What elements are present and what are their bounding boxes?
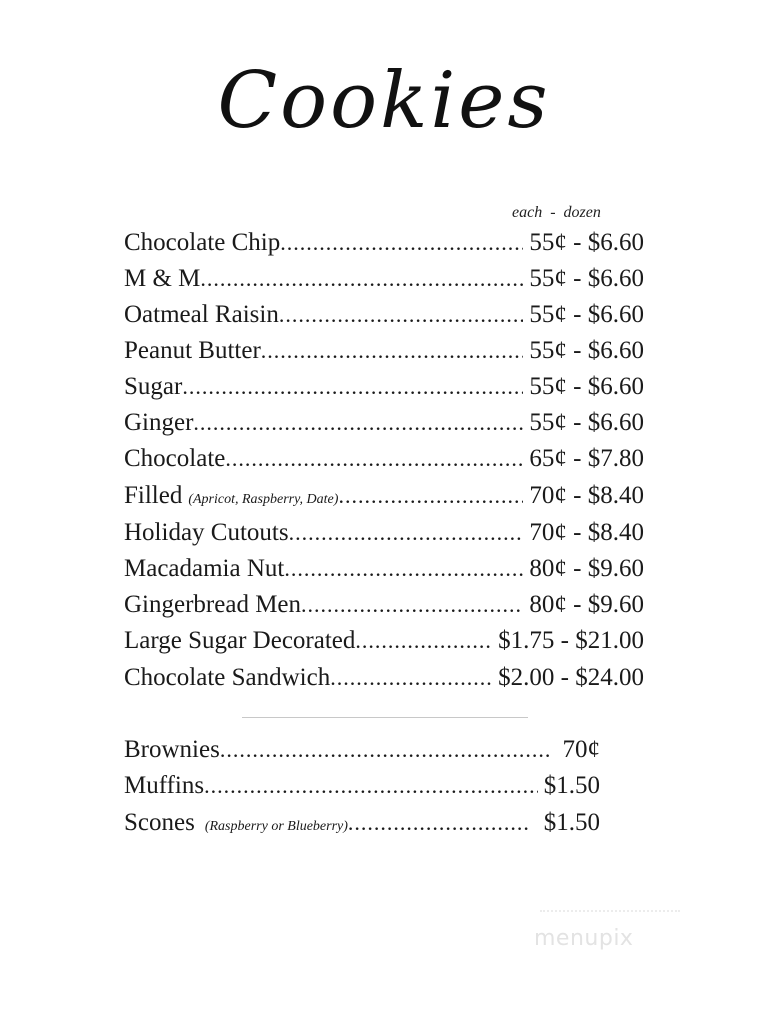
menu-item (124, 623, 644, 659)
section-divider (242, 717, 528, 718)
item-name: Brownies (124, 736, 220, 763)
leader-dots (193, 405, 523, 441)
leader-dots (200, 261, 523, 297)
watermark-logo: menupix (534, 926, 634, 951)
leader-dots (338, 478, 523, 514)
item-note: (Apricot, Raspberry, Date) (188, 492, 339, 507)
menu-item (124, 225, 644, 261)
leader-dots (279, 297, 524, 333)
leader-dots (330, 660, 492, 696)
item-name: Oatmeal Raisin (124, 301, 279, 328)
menu-item (124, 369, 644, 405)
leader-dots (289, 515, 524, 551)
item-name: M & M (124, 265, 201, 292)
leader-dots (225, 441, 523, 477)
page-title: Cookies (217, 56, 551, 146)
watermark-dots (540, 910, 680, 916)
item-name: Gingerbread Men (124, 591, 302, 618)
menu-item (124, 515, 644, 551)
item-name: Chocolate Sandwich (124, 664, 331, 691)
item-name: Chocolate Chip (124, 229, 281, 256)
menu-item (124, 333, 644, 369)
item-name: Large Sugar Decorated (124, 627, 356, 654)
menu-item (124, 768, 600, 804)
menu-item (124, 660, 644, 696)
item-price: 55¢ - $6.60 (529, 229, 644, 256)
menu-item (124, 805, 600, 841)
leader-dots (261, 333, 524, 369)
item-note: (Raspberry or Blueberry) (204, 819, 348, 834)
item-price: 55¢ - $6.60 (529, 409, 644, 436)
menu-item (124, 261, 644, 297)
price-column-header: each - dozen (512, 204, 601, 221)
leader-dots (204, 768, 538, 804)
item-price: 70¢ (562, 736, 600, 763)
menu-item (124, 732, 600, 768)
item-price: $1.50 (543, 809, 600, 836)
item-name: Chocolate (124, 445, 226, 472)
item-name: Scones (124, 809, 195, 836)
item-price: 80¢ - $9.60 (529, 591, 644, 618)
leader-dots (284, 551, 523, 587)
item-name: Peanut Butter (124, 337, 261, 364)
item-price: 55¢ - $6.60 (529, 265, 644, 292)
item-price: $2.00 - $24.00 (498, 664, 644, 691)
leader-dots (220, 732, 549, 768)
menu-item (124, 478, 644, 514)
item-name: Filled (124, 482, 183, 509)
item-price: 55¢ - $6.60 (529, 337, 644, 364)
item-price: 80¢ - $9.60 (529, 555, 644, 582)
item-name: Macadamia Nut (124, 555, 285, 582)
item-price: 55¢ - $6.60 (529, 301, 644, 328)
menu-item (124, 297, 644, 333)
item-name: Muffins (124, 772, 205, 799)
item-price: 70¢ - $8.40 (529, 482, 644, 509)
item-price: $1.75 - $21.00 (498, 627, 644, 654)
item-price: 55¢ - $6.60 (529, 373, 644, 400)
item-name: Holiday Cutouts (124, 519, 289, 546)
menu-item (124, 551, 644, 587)
leader-dots (182, 369, 523, 405)
item-price: 65¢ - $7.80 (529, 445, 644, 472)
leader-dots (301, 587, 523, 623)
item-name: Sugar (124, 373, 183, 400)
leader-dots (355, 623, 492, 659)
menu-item (124, 587, 644, 623)
menu-item (124, 441, 644, 477)
leader-dots (280, 225, 523, 261)
item-price: $1.50 (543, 772, 600, 799)
menu-item (124, 405, 644, 441)
item-name: Ginger (124, 409, 194, 436)
item-price: 70¢ - $8.40 (529, 519, 644, 546)
leader-dots (348, 805, 530, 841)
